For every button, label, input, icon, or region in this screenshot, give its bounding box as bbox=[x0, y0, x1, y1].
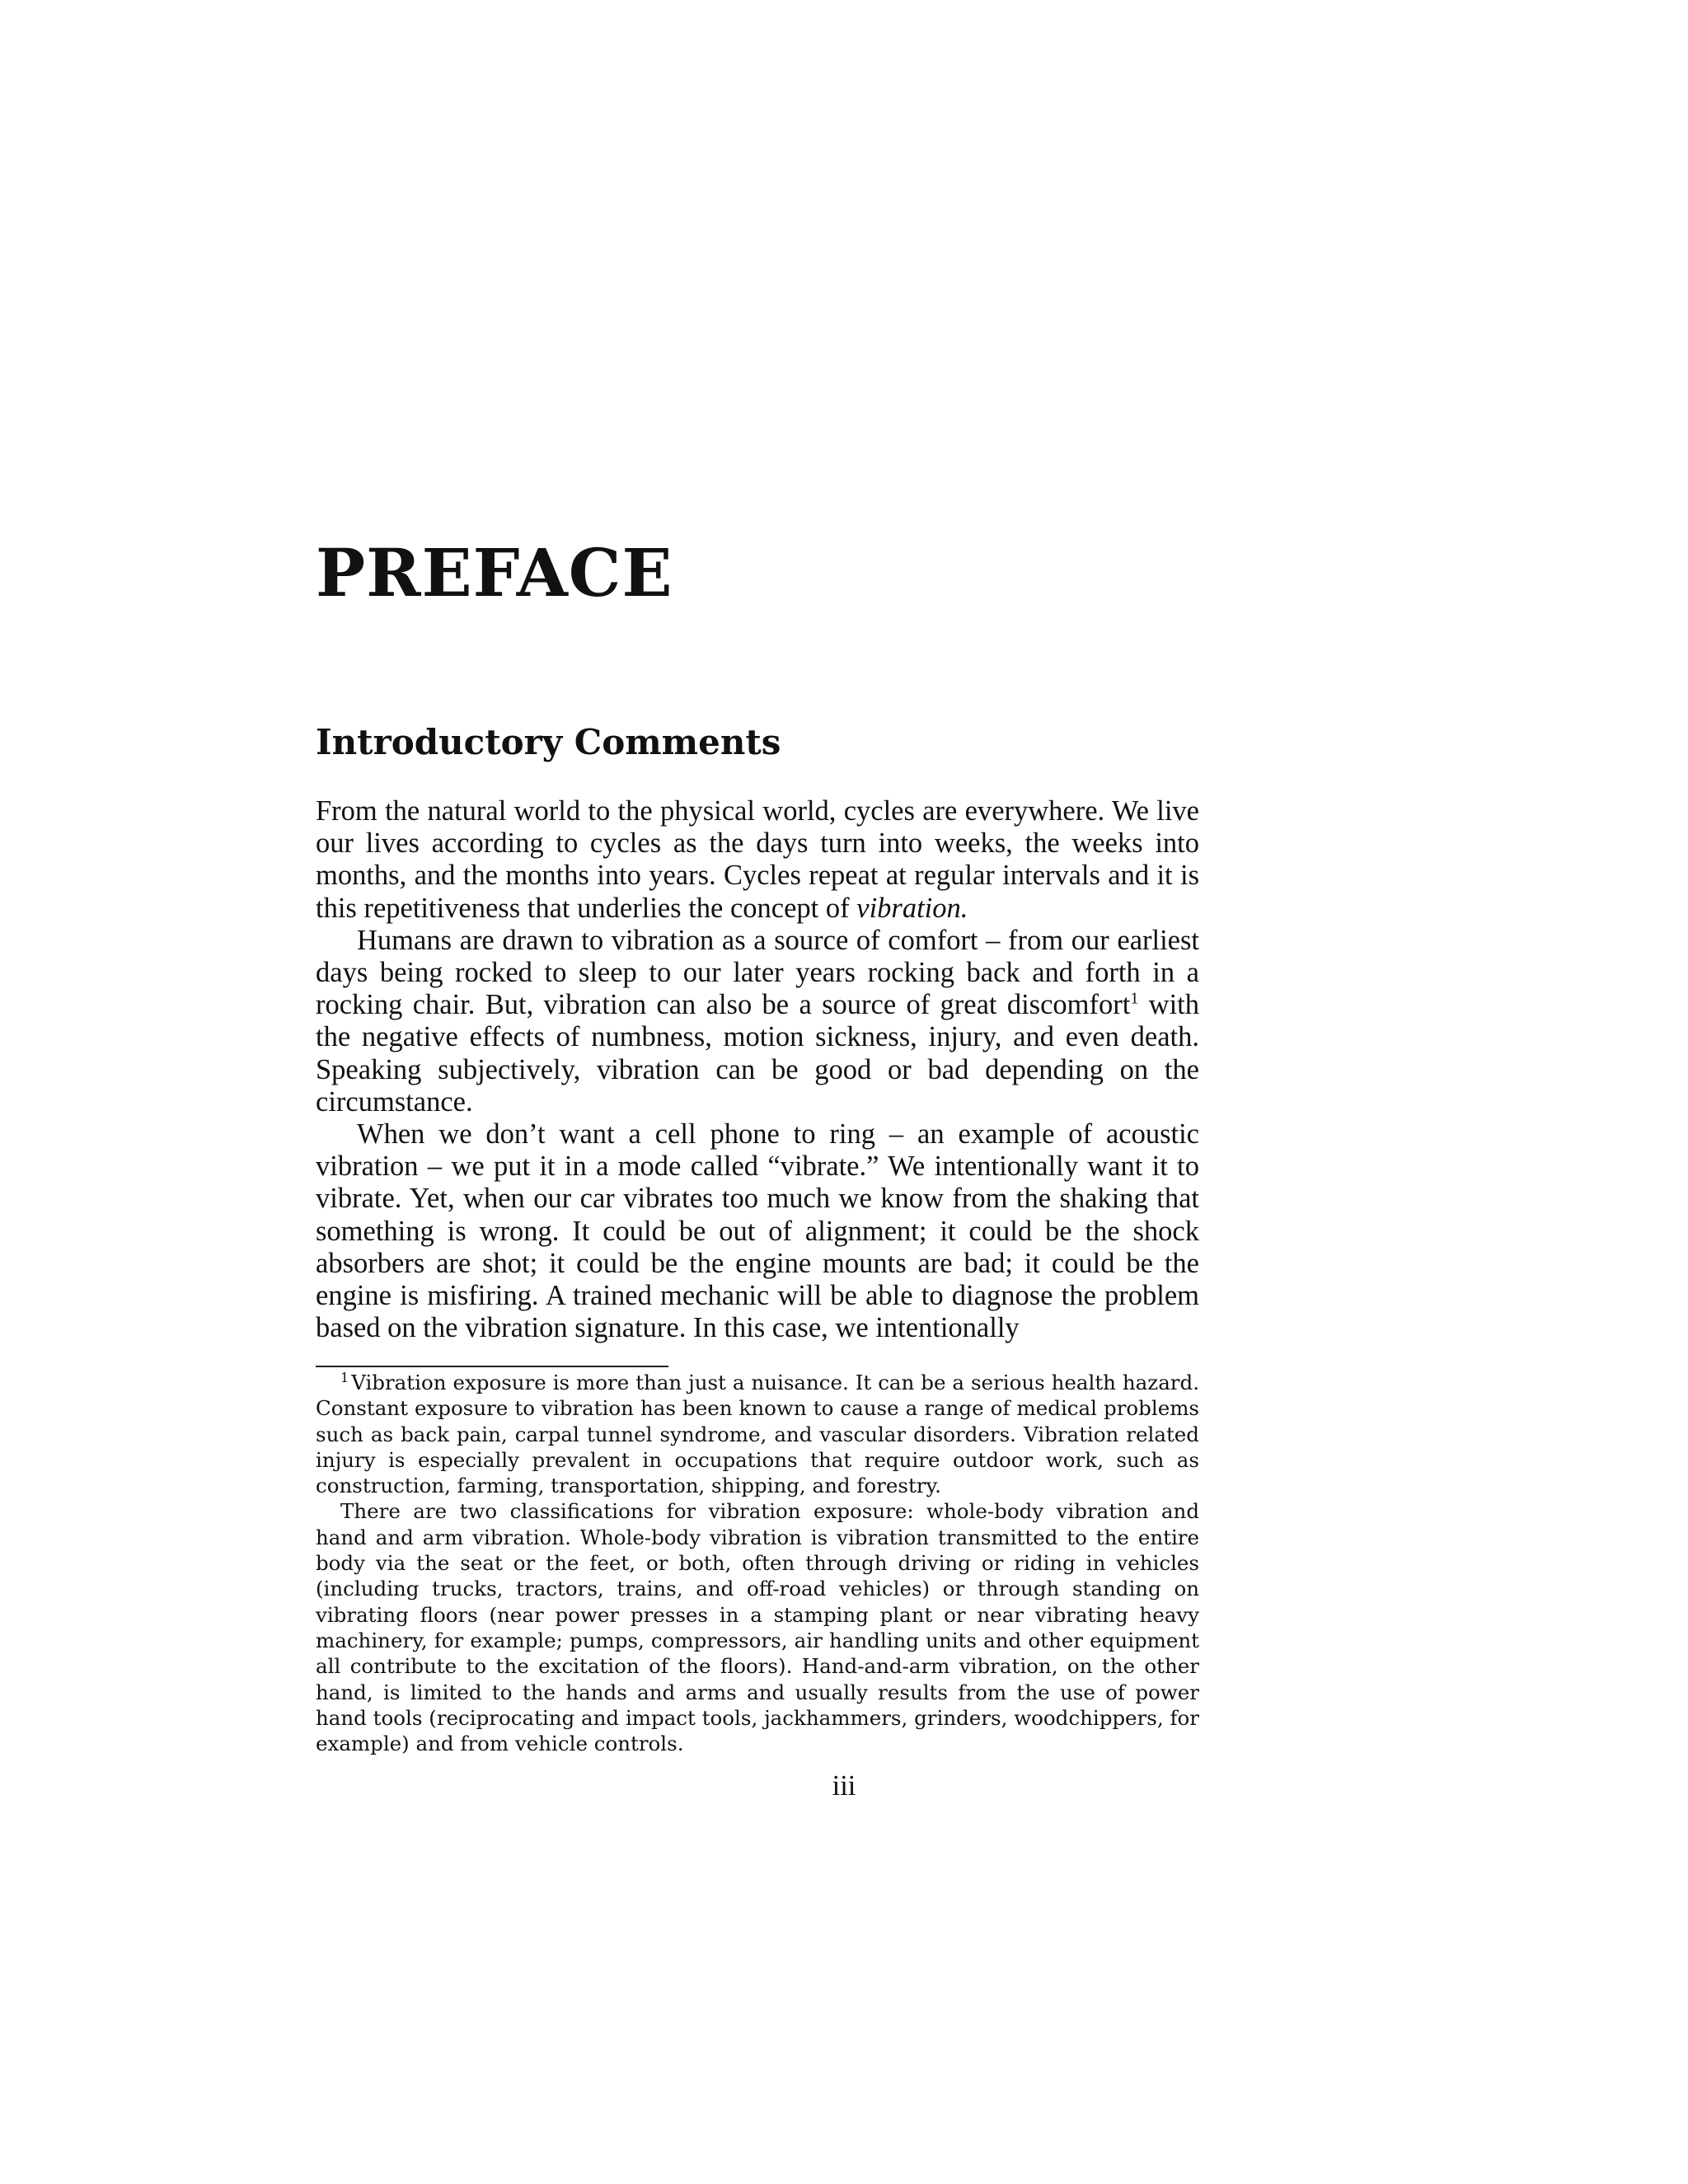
section-title: Introductory Comments bbox=[316, 722, 781, 762]
paragraph-1 bbox=[316, 795, 1199, 925]
footnote-divider bbox=[316, 1366, 668, 1367]
paragraph-2-text: Humans are drawn to vibration as a source of comfort – from our earliest days being rocked to sleep to our later years rocking back and forth in a rocking chair. But, vibration can also be a source of great discomfort bbox=[316, 924, 1199, 1021]
body-text bbox=[316, 795, 1199, 1344]
page-number: iii bbox=[832, 1770, 856, 1802]
paragraph-1-text: From the natural world to the physical world, cycles are everywhere. We live our lives according to cycles as the days turn into weeks, the weeks into months, and the months into years. Cycles repeat at regular intervals and it is this repetitiveness that underlies the concept of bbox=[316, 795, 1199, 924]
footnote-1-paragraph-2: There are two classifications for vibration exposure: whole-body vibration and hand and arm vibration. Whole-body vibration is vibration transmitted to the entire body via the seat or the feet, or both, often through driving or riding in vehicles (including trucks, tractors, trains, and off-road vehicles) or through standing on vibrating floors (near power presses in a stamping plant or near vibrating heavy machinery, for example; pumps, compressors, air handling units and other equipment all contribute to the excitation of the floors). Hand-and-arm vibration, on the other hand, is limited to the hands and arms and usually results from the use of power hand tools (reciprocating and impact tools, jackhammers, grinders, woodchippers, for example) and from vehicle controls. bbox=[316, 1499, 1199, 1756]
footnote-1-paragraph-1 bbox=[316, 1370, 1199, 1498]
footnote-1-text: Vibration exposure is more than just a nuisance. It can be a serious health hazard. Constant exposure to vibration has been known to cause a range of medical problems such as back pain, carpal tunnel syndrome, and vascular disorders. Vibration related injury is especially prevalent in occupations that require outdoor work, such as construction, farming, transportation, shipping, and forestry. bbox=[316, 1371, 1199, 1498]
page-title: PREFACE bbox=[316, 534, 673, 612]
footnote-reference: 1 bbox=[1130, 989, 1139, 1008]
paragraph-3: When we don’t want a cell phone to ring – an example of acoustic vibration – we put it in a mode called “vibrate.” We intentionally want it to vibrate. Yet, when our car vibrates too much we know from the shaking that something is wrong. It could be out of alignment; it could be the shock absorbers are shot; it could be the engine mounts are bad; it could be the engine is misfiring. A trained mechanic will be able to diagnose the problem based on the vibration signature. In this case, we intentionally bbox=[316, 1118, 1199, 1344]
paragraph-1-emphasis: vibration. bbox=[856, 892, 968, 924]
paragraph-2 bbox=[316, 925, 1199, 1118]
paragraph-2-text-after: with the negative effects of numbness, motion sickness, injury, and even death. Speaking subjectively, vibration can be good or bad depending on the circumstance. bbox=[316, 989, 1199, 1118]
footnotes bbox=[316, 1370, 1199, 1756]
footnote-1-number: 1 bbox=[340, 1369, 349, 1385]
